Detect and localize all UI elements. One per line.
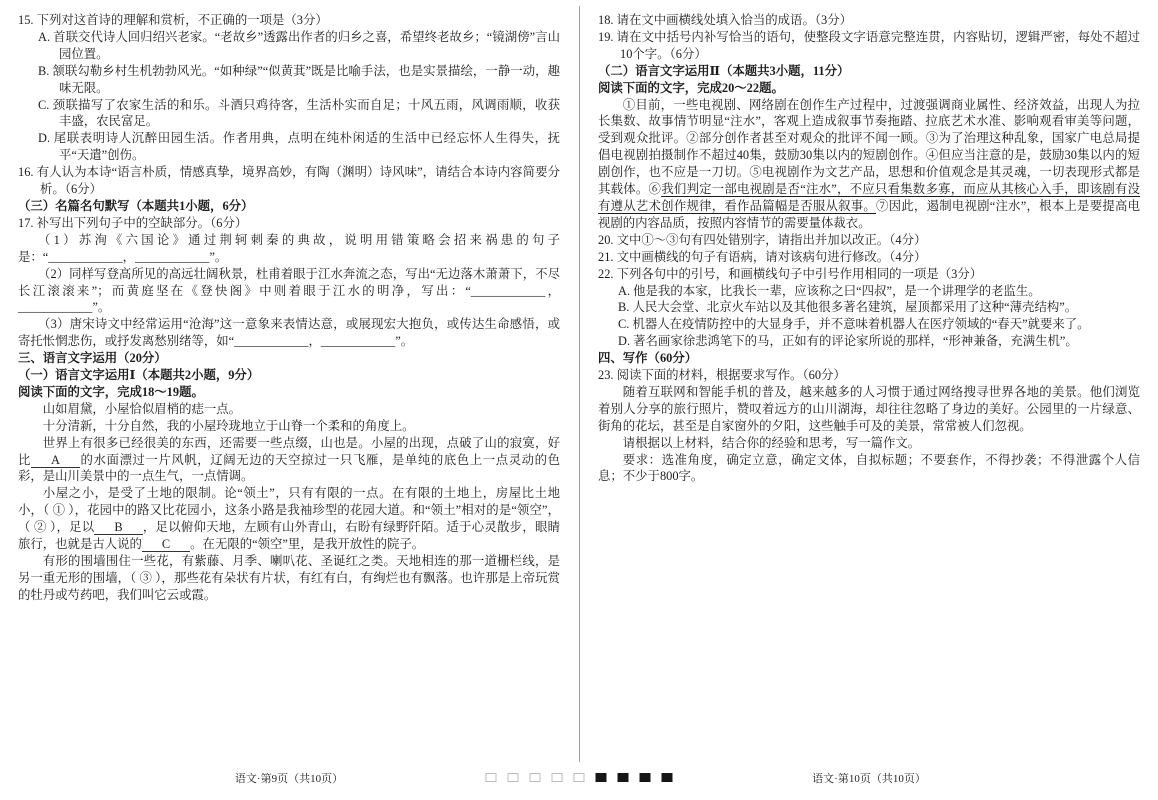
section-yuyong-2	[598, 63, 1140, 80]
text-segment: A. 他是我的本家，比我长一辈，应该称之曰“四叔”，是一个讲理学的老监生。	[618, 283, 1041, 298]
text-segment: 四、写作（60分）	[598, 351, 698, 366]
text-segment: C. 机器人在疫情防控中的大显身手，并不意味着机器人在医疗领域的“春天”就要来了。	[618, 317, 1090, 332]
text-segment: 阅读下面的文字，完成18～19题。	[18, 384, 204, 399]
text-segment: C. 颈联描写了农家生活的和乐。斗酒只鸡待客，生活朴实而自足；十风五雨，风调雨顺，收获丰盛，农民富足。	[38, 97, 560, 129]
passage1-paragraph-5	[18, 553, 560, 604]
option-22-d	[618, 333, 1140, 350]
text-segment: 18. 请在文中画横线处填入恰当的成语。（3分）	[598, 13, 853, 27]
text-segment: D. 尾联表明诗人沉醉田园生活。作者用典，点明在纯朴闲适的生活中已经忘怀人生得失，抚平“天遣”创伤。	[38, 131, 560, 163]
text-segment: 16. 有人认为本诗“语言朴质，情感真挚，境界高妙，有陶（渊明）诗风味”，请结合本诗内容简要分析。（6分）	[18, 165, 560, 197]
question-23	[598, 367, 1140, 384]
option-22-c	[618, 316, 1140, 333]
option-15-c	[38, 97, 560, 131]
question-22	[598, 266, 1140, 283]
option-15-d	[38, 130, 560, 164]
question-18	[598, 12, 1140, 29]
text-segment: （2）同样写登高所见的高远壮阔秋景，杜甫着眼于江水奔流之态，写出“无边落木萧萧下，不尽长江滚滚来”；而黄庭坚在《登快阁》中则着眼于江水的明净，写出：“____________，____________”。	[18, 266, 560, 315]
text-segment: （三）名篇名句默写（本题共1小题，6分）	[18, 198, 254, 213]
passage1-paragraph-2	[18, 418, 560, 435]
question-17	[18, 215, 560, 232]
text-segment: 小屋之小，是受了土地的限制。论“领土”，只有有限的一点。在有限的土地上，房屋比土地小，（ ① ），花园中的路又比花园小，这条小路是我袖珍型的花园大道。和“领土”相对的是“领空”，（ ② ），足以	[18, 486, 560, 535]
passage1-paragraph-1	[18, 401, 560, 418]
reading-instruction-1	[18, 384, 560, 401]
passage1-paragraph-3	[18, 435, 560, 486]
text-segment: 23. 阅读下面的材料，根据要求写作。（60分）	[598, 368, 846, 383]
question-21	[598, 249, 1140, 266]
text-segment: 有形的围墙围住一些花，有紫藤、月季、喇叭花、圣诞红之类。天地相连的那一道栅栏线，是另一重无形的围墙，（ ③ ），那些花有朵状有片状，有红有白，有绚烂也有飘落。也许那是上帝玩赏的牡丹或芍药吧，我们叫它云或霞。	[18, 554, 560, 602]
q17-item-1	[18, 232, 560, 266]
page-9-footer: 语文·第9页（共10页）	[234, 773, 344, 785]
text-segment: （3）唐宋诗文中经常运用“沧海”这一意象来表情达意，或展现宏大抱负，或传达生命感悟，或寄托怅惘悲伤，或抒发离愁别绪等，如“____________，____________”。	[18, 317, 560, 349]
question-15	[18, 12, 560, 29]
passage2-paragraph	[598, 97, 1140, 232]
passage1-paragraph-4	[18, 485, 560, 553]
text-segment: D. 著名画家徐悲鸿笔下的马，正如有的评论家所说的那样，“形神兼备，充满生机”。	[618, 334, 1078, 349]
text-segment: 21. 文中画横线的句子有语病，请对该病句进行修改。（4分）	[598, 249, 927, 264]
section-yuyong-1	[18, 367, 560, 384]
page-9-column	[18, 12, 560, 604]
text-segment: A. 首联交代诗人回归绍兴老家。“老故乡”透露出作者的归乡之喜，希望终老故乡；“镜湖傍”言山园位置。	[38, 29, 560, 61]
essay-instruction	[598, 435, 1140, 452]
text-segment: 要求：选准角度，确定立意，确定文体，自拟标题；不要套作，不得抄袭；不得泄露个人信息；不少于800字。	[598, 452, 1140, 484]
answer-blank: B	[94, 520, 142, 535]
q17-item-3	[18, 316, 560, 350]
text-segment: （二）语言文字运用Ⅱ（本题共3小题，11分）	[598, 63, 850, 78]
text-segment: 十分清新，十分自然，我的小屋玲珑地立于山脊一个柔和的角度上。	[42, 418, 415, 433]
section-three-header	[18, 350, 560, 367]
question-16	[18, 164, 560, 198]
option-15-b	[38, 63, 560, 97]
text-segment: ①目前，一些电视剧、网络剧在创作生产过程中，过渡强调商业属性、经济效益，出现人为拉长集数、故事情节明显“注水”，客观上造成叙事节奏拖踏、拉底艺术水准、影响观看审美等问题，受到观众批评。②部分创作者甚至对观众的批评不闻一顾。③为了治理这种乱象，国家广电总局提倡电视剧拍摄制作不超过40集，鼓励30集以内的短剧创作。④但应当注意的是，鼓励30集以内的短剧创作，也不应是一刀切。⑤电视剧作为文艺产品，思想和价值观念是其灵魂，一切表现形式都是其载体。⑥	[598, 97, 1140, 197]
answer-blank: A	[31, 453, 80, 468]
outline-square-mark	[574, 773, 585, 782]
page-10-column	[598, 12, 1140, 485]
text-segment: 17. 补写出下列句子中的空缺部分。（6分）	[18, 215, 248, 230]
text-segment: 19. 请在文中括号内补写恰当的语句，使整段文字语意完整连贯，内容贴切，逻辑严密，每处不超过10个字。（6分）	[598, 29, 1140, 61]
column-divider	[579, 6, 580, 762]
text-segment: 阅读下面的文字，完成20～22题。	[598, 80, 784, 95]
option-22-a	[618, 283, 1140, 300]
question-20	[598, 232, 1140, 249]
text-segment: 22. 下列各句中的引号，和画横线句子中引号作用相同的一项是（3分）	[598, 266, 983, 281]
text-segment: 的水面漂过一片风帆，辽阔无边的天空掠过一只飞雁，是单纯的底色上一点灵动的色彩，是山川美景中的一点生气，一点情调。	[18, 452, 561, 484]
text-segment: ，足以俯仰天地，左顾有山外青山，右盼有绿野阡陌。适于心灵散步，眼睛旅行，也就是古人说的	[18, 520, 560, 552]
page-10-footer: 语文·第10页（共10页）	[812, 773, 926, 785]
text-segment: 世界上有很多已经很美的东西，还需要一些点缀，山也是。小屋的出现，点破了山的寂寞，好比	[18, 435, 560, 467]
answer-blank: C	[142, 537, 190, 552]
text-segment: B. 颔联勾勒乡村生机勃勃风光。“如种绿”“似黄萁”既是比喻手法，也是实景描绘，一静一动，趣味无限。	[38, 63, 560, 95]
option-15-a	[38, 29, 560, 63]
text-segment: B. 人民大会堂、北京火车站以及其他很多著名建筑，屋顶都采用了这种“薄壳结构”。	[618, 300, 1078, 315]
text-segment: ⑦因此，遏制电视剧“注水”，根本上是要提高电视剧的内容品质，按照内容情节的需要量体裁衣。	[598, 198, 1141, 230]
essay-requirements	[598, 452, 1140, 486]
section-mingpian-moxie	[18, 198, 560, 215]
text-segment: 请根据以上材料，结合你的经验和思考，写一篇作文。	[622, 435, 921, 450]
question-19	[598, 29, 1140, 63]
text-segment: 。在无限的“领空”里，是我开放性的院子。	[190, 537, 425, 552]
text-segment: 20. 文中①～③句有四处错别字，请指出并加以改正。（4分）	[598, 232, 927, 247]
text-segment: 三、语言文字运用（20分）	[18, 351, 167, 366]
q17-item-2	[18, 266, 560, 317]
essay-material	[598, 384, 1140, 435]
underlined-sentence: 我们判定一部电视剧是否“注水”，不应只看集数多寡，而应从其核心入手，即该剧有没有遵从艺术创作规律，看作品篇幅是否服从叙事。	[598, 182, 1141, 213]
text-segment: （一）语言文字运用Ⅰ（本题共2小题，9分）	[18, 368, 260, 383]
option-22-b	[618, 299, 1140, 316]
text-segment: 15. 下列对这首诗的理解和赏析，不正确的一项是（3分）	[18, 13, 328, 27]
text-segment: 山如眉黛，小屋恰似眉梢的痣一点。	[42, 401, 242, 416]
reading-instruction-2	[598, 80, 1140, 97]
text-segment: （1）苏洵《六国论》通过荆轲刺秦的典故，说明用错策略会招来祸患的句子是：“____________，____________”。	[18, 232, 560, 264]
text-segment: 随着互联网和智能手机的普及，越来越多的人习惯于通过网络搜寻世界各地的美景。他们浏览着别人分享的旅行照片，赞叹着远方的山川湖海，却往往忽略了身边的美好。公园里的一片绿意、街角的花坛，甚至是自家窗外的夕阳，这些触手可及的美景，常常被人们忽视。	[598, 384, 1140, 433]
section-four-header	[598, 350, 1140, 367]
